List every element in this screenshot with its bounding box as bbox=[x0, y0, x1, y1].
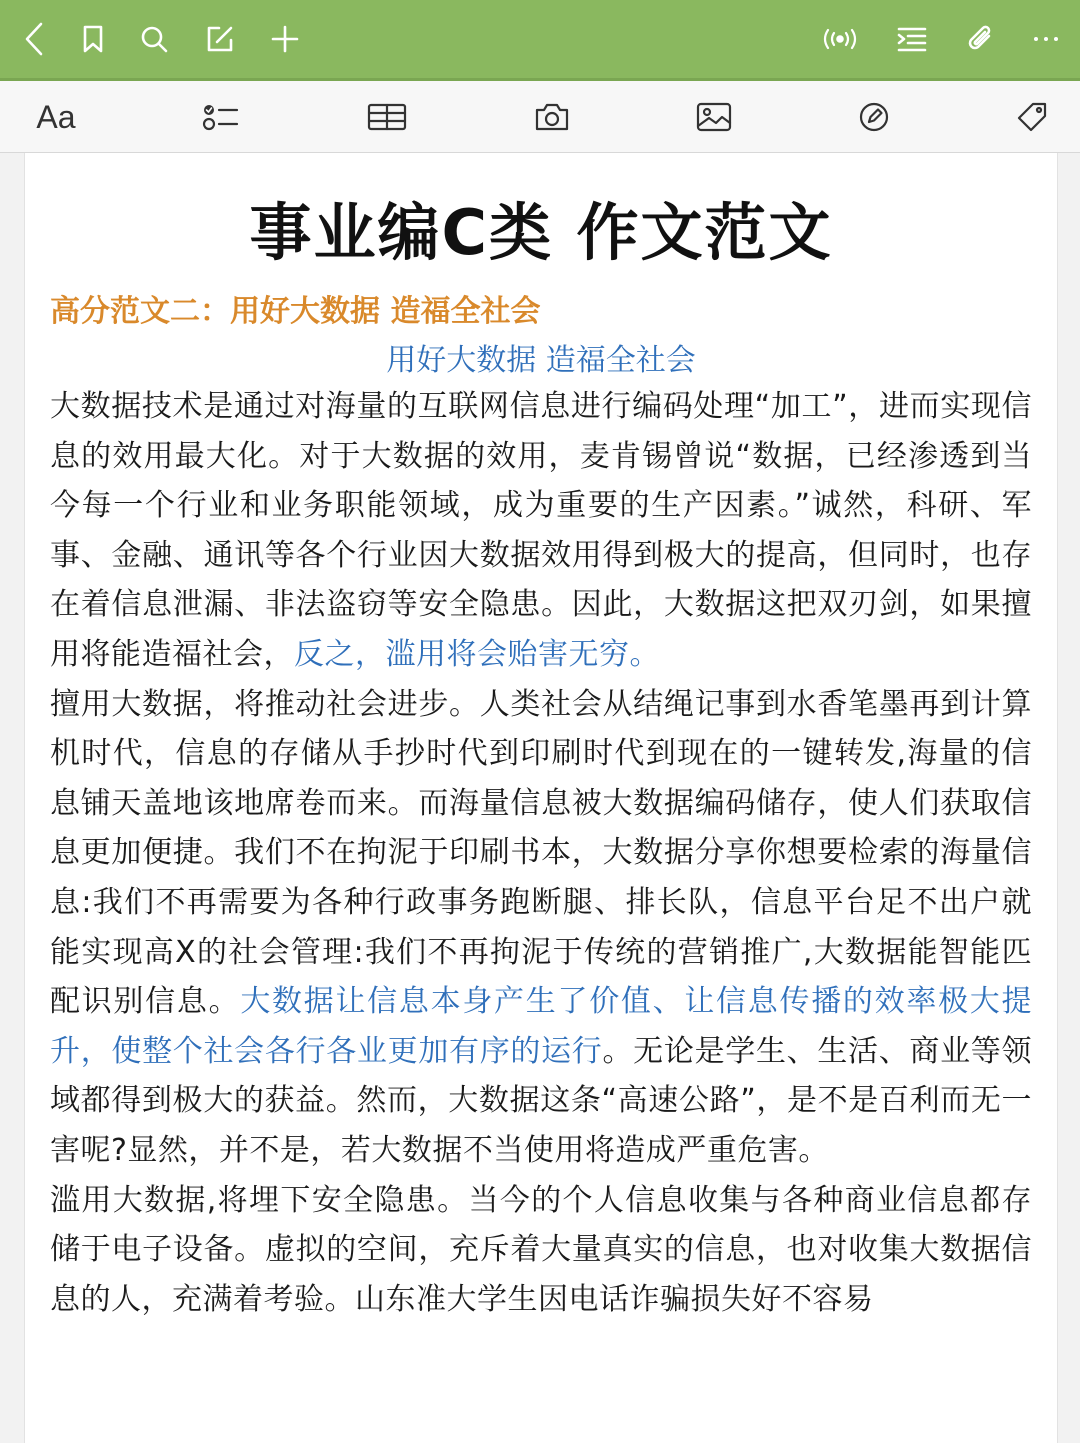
add-icon[interactable] bbox=[265, 19, 305, 59]
document-page[interactable] bbox=[24, 153, 1058, 1443]
font-format-button[interactable]: Aa bbox=[36, 98, 76, 135]
tag-icon[interactable] bbox=[1010, 95, 1054, 139]
camera-icon[interactable] bbox=[530, 95, 574, 139]
audio-broadcast-icon[interactable] bbox=[820, 19, 860, 59]
essay-body[interactable] bbox=[50, 382, 1032, 1324]
search-icon[interactable] bbox=[134, 19, 174, 59]
highlighted-text: 大数据让信息本身产生了价值、让信息传播的效率极大提升，使整个社会各行各业更加有序的运行 bbox=[50, 984, 1033, 1069]
paragraph-3: 滥用大数据,将埋下安全隐患。当今的个人信息收集与各种商业信息都存储于电子设备。虚拟的空间，充斥着大量真实的信息，也对收集大数据信息的人，充满着考验。山东准大学生因电话诈骗损失好不容易 bbox=[50, 1182, 1032, 1317]
image-icon[interactable] bbox=[692, 95, 736, 139]
back-icon[interactable] bbox=[14, 19, 54, 59]
table-icon[interactable] bbox=[365, 95, 409, 139]
checklist-icon[interactable] bbox=[198, 95, 242, 139]
essay-subtitle: 高分范文二：用好大数据 造福全社会 bbox=[50, 294, 541, 329]
paragraph-2-text-end: 。无论是学生、生活、商业等领域都得到极大的获益。然而，大数据这条“高速公路”，是不是百利而无一害呢?显然，并不是，若大数据不当使用将造成严重危害。 bbox=[50, 1033, 1033, 1168]
more-icon[interactable] bbox=[1026, 19, 1066, 59]
top-navigation-bar bbox=[0, 0, 1080, 81]
paragraph-1-text: 大数据技术是通过对海量的互联网信息进行编码处理“加工”，进而实现信息的效用最大化。对于大数据的效用，麦肯锡曾说“数据，已经渗透到当今每一个行业和业务职能领域，成为重要的生产因素。”诚然，科研、军事、金融、通讯等各个行业因大数据效用得到极大的提高，但同时，也存在着信息泄漏、非法盗窃等安全隐患。因此，大数据这把双刃剑，如果擅用将能造福社会， bbox=[50, 389, 1032, 672]
outline-list-icon[interactable] bbox=[892, 19, 932, 59]
bookmark-icon[interactable] bbox=[73, 19, 113, 59]
document-title: 事业编C类 作文范文 bbox=[249, 196, 833, 269]
edit-icon[interactable] bbox=[200, 19, 240, 59]
paragraph-2 bbox=[50, 680, 1032, 1176]
paragraph-2-text: 擅用大数据，将推动社会进步。人类社会从结绳记事到水香笔墨再到计算机时代，信息的存储从手抄时代到印刷时代到现在的一键转发,海量的信息铺天盖地该地席卷而来。而海量信息被大数据编码储存，使人们获取信息更加便捷。我们不在拘泥于印刷书本，大数据分享你想要检索的海量信息:我们不再需要为各种行政事务跑断腿、排长队，信息平台足不出户就能实现高X的社会管理:我们不再拘泥于传统的营销推广,大数据能智能匹配识别信息。 bbox=[50, 686, 1032, 1020]
essay-title: 用好大数据 造福全社会 bbox=[386, 343, 696, 378]
paragraph-1 bbox=[50, 382, 1032, 680]
highlighted-text: 反之，滥用将会贻害无穷。 bbox=[294, 636, 660, 672]
formatting-toolbar bbox=[0, 81, 1080, 153]
sketch-icon[interactable] bbox=[852, 95, 896, 139]
attachment-icon[interactable] bbox=[960, 19, 1000, 59]
